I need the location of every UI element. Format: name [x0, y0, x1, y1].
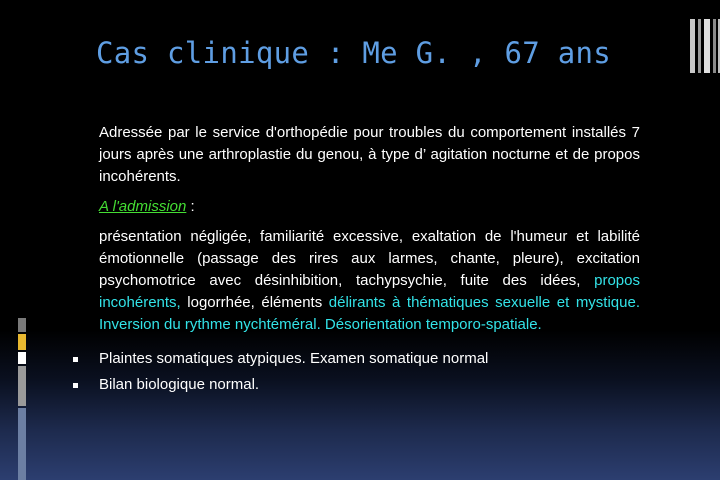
bullet-item	[99, 374, 640, 396]
admission-paragraph	[99, 226, 640, 336]
decorative-bars-left	[18, 318, 26, 480]
admission-text-2: propos incohérents,	[99, 272, 640, 311]
admission-heading	[99, 196, 640, 218]
admission-text-1: présentation négligée, familiarité excessive, exaltation de l'humeur et labilité émotionnelle (passage des rires aux larmes, chante, pleure), excitation psychomotrice avec désinhibition, tachypsychie, fuite des idées,	[99, 228, 640, 289]
bullet-item	[99, 348, 640, 370]
decorative-bars-top	[690, 19, 720, 73]
admission-suffix: :	[186, 198, 195, 215]
bullet-icon	[73, 357, 78, 362]
admission-text-3: logorrhée, éléments	[180, 294, 329, 311]
admission-label: A l'admission	[99, 198, 187, 215]
admission-text-4: délirants à thématiques sexuelle et mystique. Inversion du rythme nychtéméral. Désorientation temporo-spatiale.	[99, 294, 641, 333]
slide-content	[99, 122, 640, 400]
bullet-text: Plaintes somatiques atypiques. Examen somatique normal	[99, 350, 489, 367]
bullet-text: Bilan biologique normal.	[99, 376, 260, 393]
slide-title: Cas clinique : Me G. , 67 ans	[96, 36, 612, 70]
bullet-icon	[73, 383, 78, 388]
bullet-list	[99, 348, 640, 396]
intro-paragraph: Adressée par le service d'orthopédie pour troubles du comportement installés 7 jours après une arthroplastie du genou, à type d’ agitation nocturne et de propos incohérents.	[99, 124, 640, 185]
